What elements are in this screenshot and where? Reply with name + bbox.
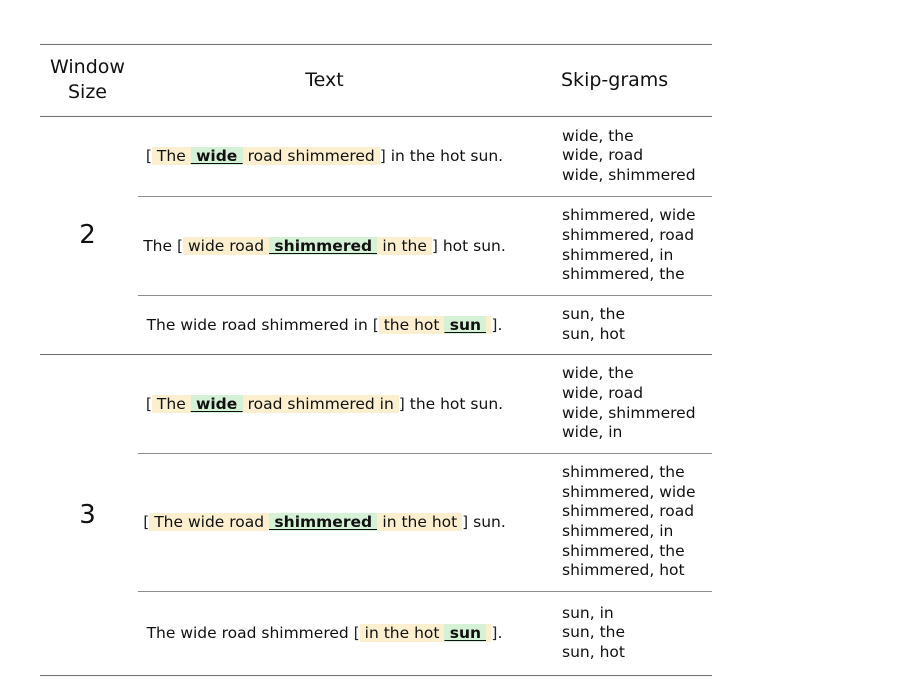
header-window-size	[40, 44, 135, 116]
sentence-text: sun.	[468, 513, 506, 531]
sentence-text: The wide road shimmered in	[146, 315, 373, 334]
sentence-row	[138, 354, 511, 453]
skipgram: wide, the	[562, 126, 634, 145]
skipgram: shimmered, hot	[562, 561, 685, 580]
skipgram: shimmered, the	[562, 541, 685, 560]
window-size-2: 2	[79, 220, 96, 250]
sentence-text: the hot sun.	[404, 394, 504, 413]
bottom-rule	[40, 675, 712, 676]
skipgram-list	[562, 116, 712, 196]
skipgram-list	[562, 354, 712, 453]
skipgram: sun, hot	[562, 642, 625, 661]
context-window: wide road	[183, 236, 270, 255]
skipgram: wide, the	[562, 364, 634, 383]
sentence-text: The wide road shimmered	[146, 624, 354, 642]
sentence	[147, 624, 503, 642]
window-bracket: ]	[462, 513, 469, 531]
context-window: The wide road	[149, 513, 270, 531]
skipgram-list	[562, 196, 712, 295]
window-bracket: [	[143, 513, 150, 531]
header-window-size-line1: Window	[50, 56, 125, 78]
skipgram-list	[562, 453, 712, 591]
sentence-text: in the hot sun.	[385, 147, 504, 165]
context-window: The	[151, 394, 191, 413]
skipgram: shimmered, the	[562, 265, 685, 284]
skipgram: wide, road	[562, 146, 644, 165]
context-window: in the hot	[377, 513, 463, 531]
context-window: road shimmered in	[242, 394, 399, 413]
sentence-row	[138, 295, 511, 354]
sentence	[146, 147, 503, 165]
context-window: road shimmered	[242, 147, 380, 165]
sentence-text: hot sun.	[437, 236, 506, 255]
header-text: Text	[305, 68, 344, 91]
skipgram: shimmered, road	[562, 225, 695, 244]
skipgram: sun, in	[562, 603, 614, 622]
skipgram-list	[562, 295, 712, 354]
skipgram: shimmered, wide	[562, 206, 696, 225]
window-bracket: ]	[379, 147, 386, 165]
sentence-text: .	[497, 315, 503, 334]
sentence-row	[138, 453, 511, 591]
sentence	[143, 513, 506, 531]
context-window: the hot	[378, 315, 445, 334]
skipgram: wide, in	[562, 423, 623, 442]
skipgram: shimmered, road	[562, 502, 695, 521]
window-size-3: 3	[79, 499, 96, 530]
target-word: shimmered	[269, 513, 378, 531]
sentence-row	[138, 116, 511, 196]
context-window: The	[151, 147, 191, 165]
header-skip-grams: Skip-grams	[561, 68, 669, 91]
skipgram: shimmered, in	[562, 245, 674, 264]
skipgram: wide, shimmered	[562, 403, 696, 422]
context-window: in the	[377, 236, 432, 255]
target-word: sun	[444, 315, 487, 334]
skipgram: shimmered, wide	[562, 482, 696, 501]
sentence	[143, 237, 506, 255]
target-word: sun	[444, 624, 487, 642]
sentence-row	[138, 591, 511, 675]
window-bracket: [	[353, 624, 360, 642]
window-bracket: ]	[431, 236, 438, 255]
sentence-text: The	[143, 236, 177, 255]
window-bracket: [	[145, 394, 152, 413]
skipgram: sun, the	[562, 623, 626, 642]
sentence	[147, 316, 503, 334]
skipgram: wide, road	[562, 383, 644, 402]
window-bracket: [	[372, 315, 379, 334]
skipgram: sun, the	[562, 304, 626, 323]
sentence	[146, 395, 503, 413]
header-window-size-line2: Size	[67, 81, 107, 103]
skipgram-list	[562, 591, 712, 675]
window-bracket: ]	[398, 394, 405, 413]
window-bracket: ]	[491, 315, 498, 334]
target-word: wide	[190, 394, 243, 413]
sentence-row	[138, 196, 511, 295]
window-bracket: ]	[491, 624, 498, 642]
skipgram: shimmered, the	[562, 463, 685, 482]
skipgram: sun, hot	[562, 324, 625, 343]
sentence-text: .	[497, 624, 503, 642]
target-word: shimmered	[269, 236, 378, 255]
window-bracket: [	[145, 147, 152, 165]
skipgram: shimmered, in	[562, 522, 674, 540]
skipgram: wide, shimmered	[562, 165, 696, 184]
window-bracket: [	[176, 236, 184, 255]
target-word: wide	[190, 147, 243, 165]
context-window: in the hot	[359, 624, 445, 642]
